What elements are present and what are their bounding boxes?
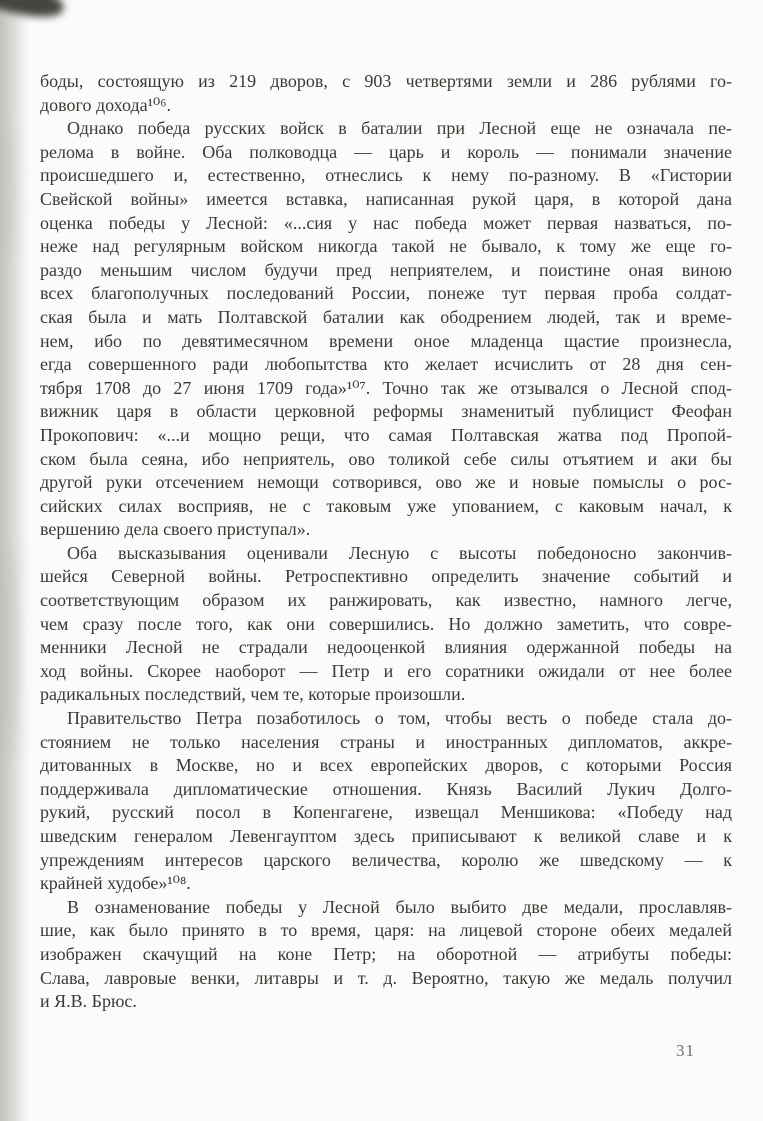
text-line: шие, как было принято в то время, царя: на лицевой стороне обеих медалей <box>40 920 732 941</box>
text-line: егда совершенного ради любопытства кто желает исчислить от 28 дня сен- <box>40 354 732 375</box>
text-line: дитованных в Москве, но и всех европейских дворов, с которыми Россия <box>40 755 732 776</box>
text-line: оценка победы у Лесной: «...сия у нас победа может первая назваться, по- <box>40 212 732 233</box>
text-line: В ознаменование победы у Лесной было выбито две медали, прославляв- <box>67 896 732 917</box>
text-line: тября 1708 до 27 июня 1709 года»¹⁰⁷. Точно так же отзывался о Лесной спод- <box>40 377 732 398</box>
text-line: нем, ибо по девятимесячном времени оное младенца щастие произнесла, <box>40 330 732 351</box>
text-line: вершению дела своего приступал». <box>40 519 311 540</box>
text-line: радикальных последствий, чем те, которые произошли. <box>40 684 466 705</box>
text-line: шведским генералом Левенгауптом здесь приписывают к великой славе и к <box>40 826 732 846</box>
text-line: Однако победа русских войск в баталии при Лесной еще не означала пе- <box>67 118 732 139</box>
text-line: поддерживала дипломатические отношения. Князь Василий Лукич Долго- <box>40 778 732 799</box>
text-line: упреждениям интересов царского величества, королю же шведскому — к <box>40 849 732 870</box>
text-line: релома в войне. Оба полководца — царь и король — понимали значение <box>40 141 732 162</box>
text-line: дового дохода¹⁰⁶. <box>40 94 172 115</box>
page-number: 31 <box>676 1041 695 1060</box>
text-line: раздо меньшим числом будучи пред неприятелем, и поистине оная виною <box>40 259 732 280</box>
text-line: соответствующим образом их ранжировать, как известно, намного легче, <box>40 590 732 611</box>
text-line: изображен скачущий на коне Петр; на оборотной — атрибуты победы: <box>40 943 732 964</box>
text-line: рукий, русский посол в Копенгагене, извещал Меншикова: «Победу над <box>40 802 732 823</box>
text-line: другой руки отсечением немощи сотворився, ово же и новые помыслы о рос- <box>40 472 732 493</box>
text-line: Прокопович: «...и мощно рещи, что самая Полтавская жатва под Пропой- <box>40 424 732 445</box>
scan-smudge <box>2 120 14 260</box>
text-line: шейся Северной войны. Ретроспективно определить значение событий и <box>40 566 732 587</box>
text-line: сийских силах восприяв, не с таковым уже упованием, с каковым начал, к <box>40 495 732 516</box>
text-line: Свейской войны» имеется вставка, написанная рукой царя, в которой дана <box>40 188 732 209</box>
text-line: стоянием не только населения страны и иностранных дипломатов, аккре- <box>40 731 732 752</box>
text-line: чем сразу после того, как они совершились. Но должно заметить, что совре- <box>40 613 732 634</box>
scan-smudge <box>1 540 17 760</box>
text-line: происшедшего и, естественно, отнеслись к нему по-разному. В «Гистории <box>40 165 732 186</box>
text-line: вижник царя в области церковной реформы знаменитый публицист Феофан <box>40 401 732 422</box>
text-line: Оба высказывания оценивали Лесную с высоты победоносно закончив- <box>67 542 732 563</box>
text-line: Слава, лавровые венки, литавры и т. д. Вероятно, такую же медаль получил <box>40 967 732 988</box>
text-line: ском была сеяна, ибо неприятель, ово толикой себе силы отъятием и аки бы <box>40 448 732 469</box>
text-line: ская была и мать Полтавской баталии как ободрением людей, так и време- <box>40 306 732 327</box>
text-line: крайней худобе»¹⁰⁸. <box>40 873 191 894</box>
text-line: менники Лесной не страдали недооценкой влияния одержанной победы на <box>40 637 732 658</box>
text-line: ход войны. Скорее наоборот — Петр и его соратники ожидали от нее более <box>40 660 732 681</box>
text-line: всех благополучных последований России, понеже тут первая проба солдат- <box>40 283 732 304</box>
page-text-block <box>40 70 732 1014</box>
text-line: боды, состоящую из 219 дворов, с 903 четвертями земли и 286 рублями го- <box>40 71 732 91</box>
text-line: и Я.В. Брюс. <box>40 991 137 1012</box>
text-line: неже над регулярным войском никогда такой не бывало, к тому же еще го- <box>40 236 732 257</box>
text-line: Правительство Петра позаботилось о том, чтобы весть о победе стала до- <box>67 708 732 729</box>
